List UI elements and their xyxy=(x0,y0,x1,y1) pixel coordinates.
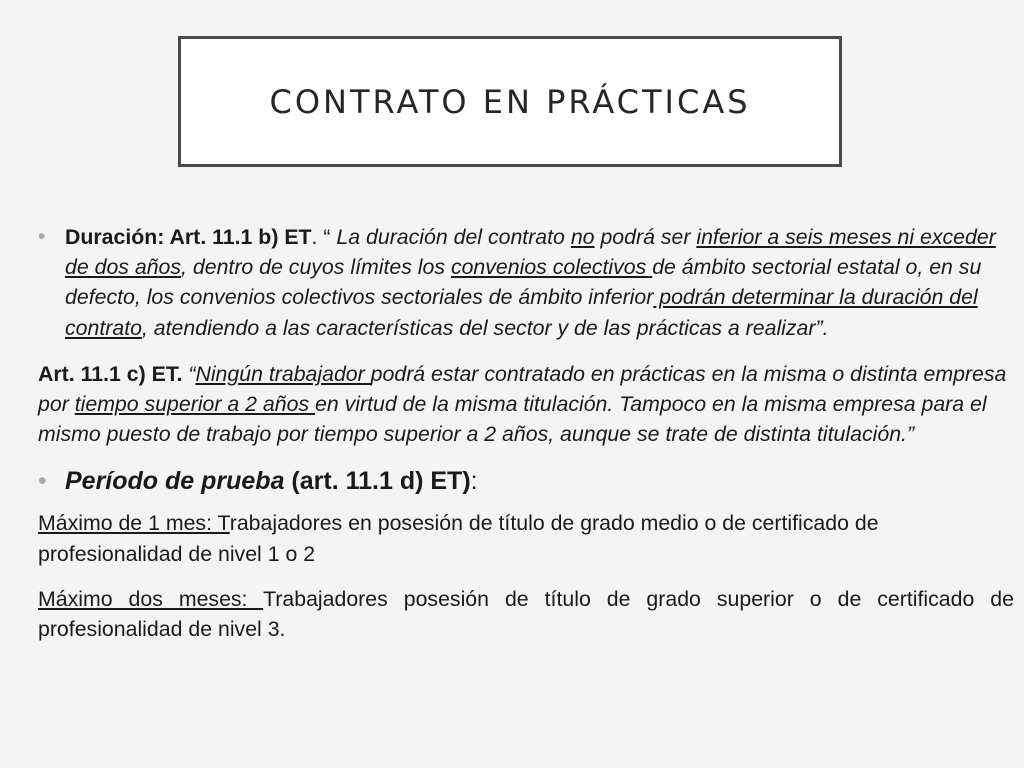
periodo-label: Período de prueba xyxy=(65,467,285,496)
bullet-icon: • xyxy=(38,467,47,496)
art-c-label: Art. 11.1 c) ET. xyxy=(38,361,183,386)
duracion-text: La duración del contrato xyxy=(330,225,571,249)
periodo-prueba-heading xyxy=(38,465,1014,497)
art-c-text: podrá estar contratado en prácticas en la misma o distinta empresa por xyxy=(38,361,1007,417)
duracion-text: de ámbito sectorial estatal o, en su defecto, los convenios colectivos sectoriales de ámbito inferior xyxy=(65,255,982,310)
duracion-text: , dentro de cuyos límites los xyxy=(181,255,451,280)
slide-title: CONTRATO EN PRÁCTICAS xyxy=(269,82,751,121)
duracion-text: convenios colectivos xyxy=(450,255,653,280)
maximo-2-label: Máximo dos meses: xyxy=(38,586,264,611)
art-c-text: Ningún trabajador xyxy=(195,361,371,386)
duracion-text: podrán determinar la duración del contrato xyxy=(65,285,978,340)
periodo-colon: : xyxy=(470,467,478,496)
art-c-text: “ xyxy=(182,361,196,386)
maximo-1-mes-paragraph xyxy=(38,508,1014,568)
maximo-1-label: Máximo de 1 mes: T xyxy=(38,511,230,536)
duracion-text: podrá ser xyxy=(594,225,697,249)
duracion-text: , atendiendo a las características del sector y de las prácticas a realizar”. xyxy=(141,315,829,340)
title-box xyxy=(178,36,842,167)
art-c-text: en virtud de la misma titulación xyxy=(315,392,608,417)
duracion-paragraph xyxy=(38,222,1014,343)
duracion-text: . “ xyxy=(311,225,331,249)
art-c-paragraph xyxy=(38,359,1014,450)
slide-content xyxy=(38,222,1014,644)
duracion-label: Duración: Art. 11.1 b) ET xyxy=(65,225,312,249)
duracion-text: inferior a seis meses ni exceder de dos años xyxy=(65,225,996,280)
maximo-2-text: Trabajadores posesión de título de grado superior o de certificado de profesionalidad de nivel 3. xyxy=(38,586,1014,642)
maximo-1-text: rabajadores en posesión de título de grado medio o de certificado de profesionalidad de nivel 1 o 2 xyxy=(38,511,879,566)
art-c-text: . Tampoco en la misma empresa para el mismo puesto de trabajo por tiempo superior a 2 años, aunque se trate de distinta titulación.” xyxy=(38,392,987,447)
art-c-text: tiempo superior a 2 años xyxy=(74,392,316,417)
periodo-art: (art. 11.1 d) ET) xyxy=(284,467,471,496)
maximo-2-meses-paragraph xyxy=(38,584,1014,644)
bullet-icon: • xyxy=(38,225,46,248)
duracion-text: no xyxy=(570,225,595,249)
